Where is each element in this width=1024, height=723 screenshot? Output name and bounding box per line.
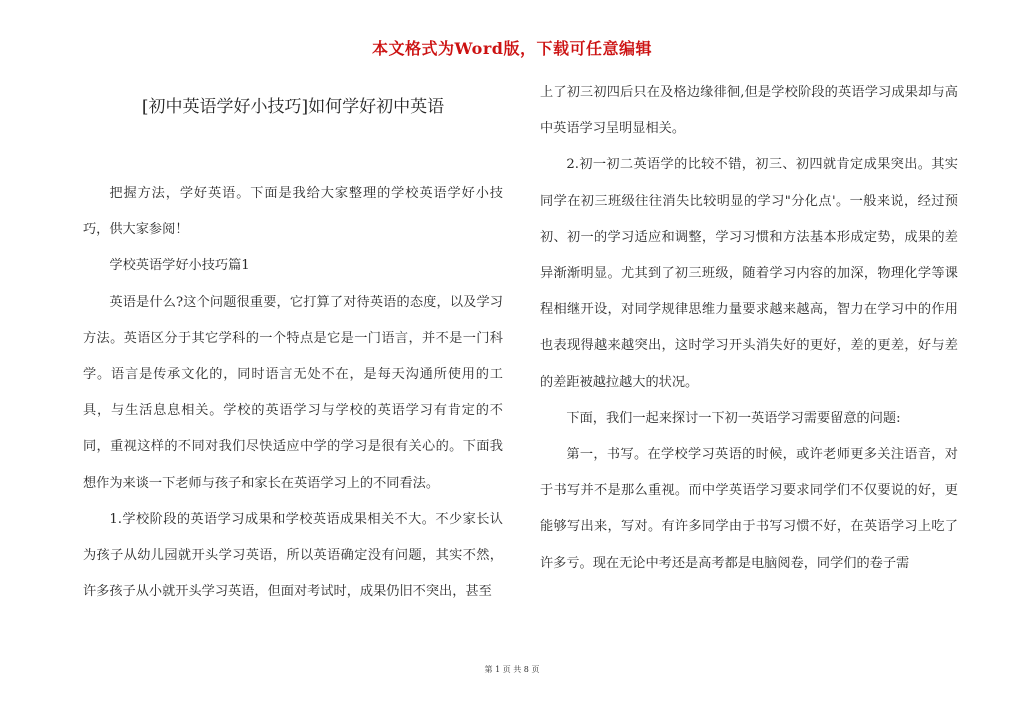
paragraph-continuation: 上了初三初四后只在及格边缘徘徊,但是学校阶段的英语学习成果却与高中英语学习呈明显相关。 (540, 85, 958, 137)
word-format-banner: 本文格式为Word版，下载可任意编辑 (372, 39, 652, 58)
paragraph-section-heading: 学校英语学好小技巧篇1 (109, 258, 250, 274)
left-body (83, 176, 503, 610)
paragraph-discussion-intro: 下面，我们一起来探讨一下初一英语学习需要留意的问题: (566, 410, 901, 426)
right-body (540, 75, 958, 582)
paragraph-point-2: 2.初一初二英语学的比较不错，初三、初四就肯定成果突出。其实同学在初三班级往往消失比较明显的学习"分化点'。一般来说，经过预初、初一的学习适应和调整，学习习惯和方法基本形成定势，成果的差异渐渐明显。尤其到了初三班级，随着学习内容的加深，物理化学等课程相继开设，对同学规律思维力量要求越来越高，智力在学习中的作用也表现得越来越突出，这时学习开头消失好的更好，差的更差，好与差的差距被越拉越大的状况。 (540, 157, 958, 390)
page-number-footer: 第 1 页 共 8 页 (484, 665, 540, 674)
document-title: [初中英语学好小技巧]如何学好初中英语 (141, 97, 445, 117)
paragraph-intro: 把握方法，学好英语。下面是我给大家整理的学校英语学好小技巧，供大家参阅！ (83, 186, 503, 238)
paragraph-point-1: 1.学校阶段的英语学习成果和学校英语成果相关不大。不少家长认为孩子从幼儿园就开头学习英语，所以英语确定没有问题，其实不然，许多孩子从小就开头学习英语，但面对考试时，成果仍旧不突出，甚至 (83, 511, 503, 600)
paragraph-first-writing: 第一，书写。在学校学习英语的时候，或许老师更多关注语音，对于书写并不是那么重视。而中学英语学习要求同学们不仅要说的好，更能够写出来，写对。有许多同学由于书写习惯不好，在英语学习上吃了许多亏。现在无论中考还是高考都是电脑阅卷，同学们的卷子需 (540, 447, 958, 571)
paragraph-what-is-english: 英语是什么?这个问题很重要，它打算了对待英语的态度，以及学习方法。英语区分于其它学科的一个特点是它是一门语言，并不是一门科学。语言是传承文化的，同时语言无处不在，是每天沟通所使用的工具，与生活息息相关。学校的英语学习与学校的英语学习有肯定的不同，重视这样的不同对我们尽快适应中学的学习是很有关心的。下面我想作为来谈一下老师与孩子和家长在英语学习上的不同看法。 (83, 294, 503, 491)
